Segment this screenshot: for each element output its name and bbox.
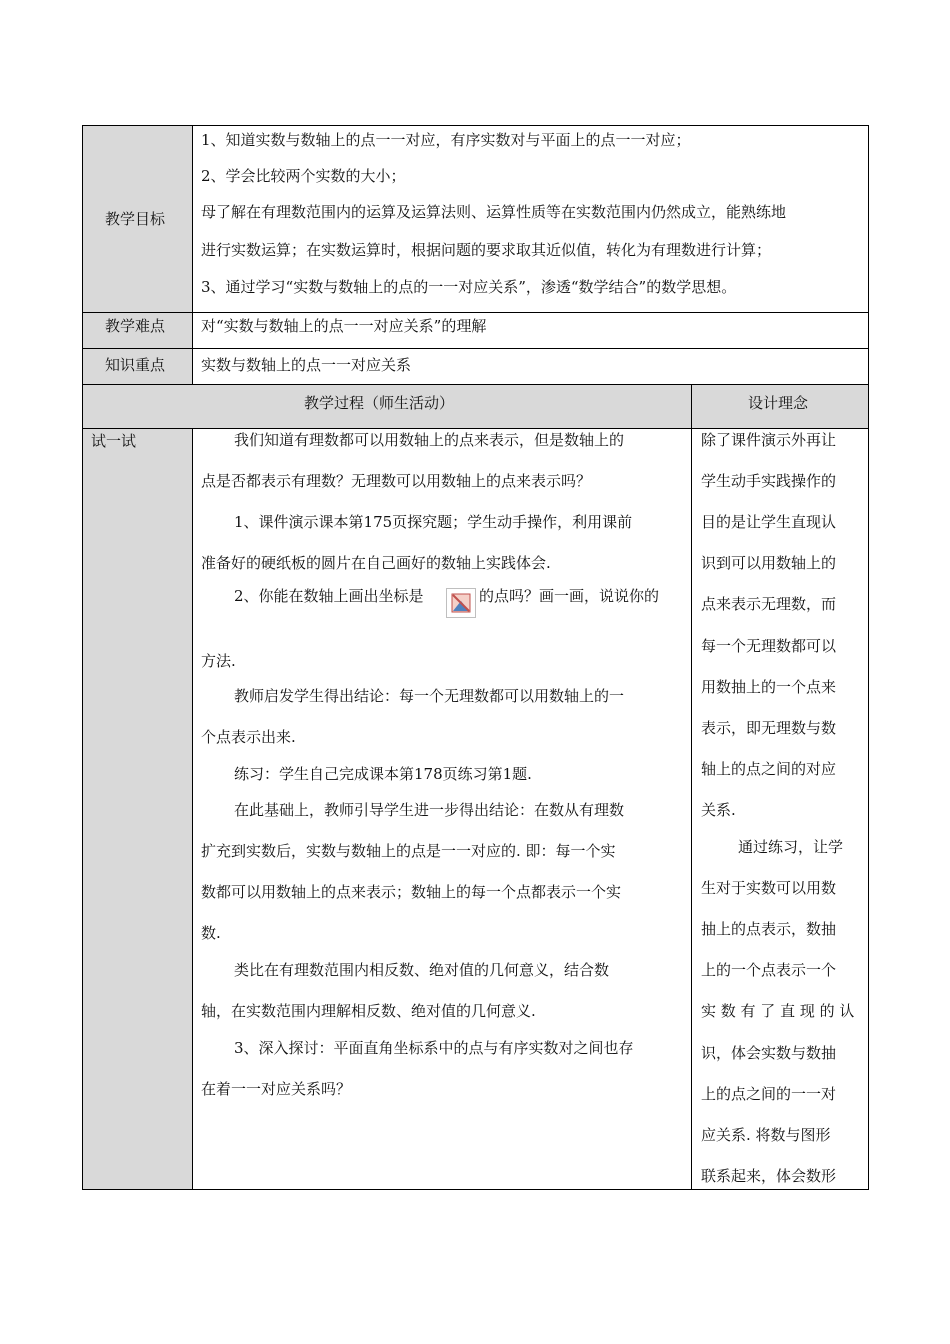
objective-line: 2、学会比较两个实数的大小； — [201, 167, 406, 185]
process-line: 准备好的硬纸板的圆片在自己画好的数轴上实践体会. — [201, 554, 551, 572]
objective-line: 进行实数运算；在实数运算时，根据问题的要求取其近似值，转化为有理数进行计算； — [201, 241, 772, 259]
process-line: 练习：学生自己完成课本第178页练习第1题. — [234, 765, 532, 783]
design-line: 生对于实数可以用数 — [701, 879, 837, 897]
design-line: 上的点之间的一一对 — [701, 1085, 837, 1103]
difficulty-text: 对“实数与数轴上的点一一对应关系”的理解 — [201, 317, 487, 335]
design-line: 实 数 有 了 直 现 的 认 — [701, 1002, 855, 1020]
design-line: 应关系. 将数与图形 — [701, 1126, 831, 1144]
objectives-label: 教学目标 — [105, 210, 166, 228]
process-line: 轴，在实数范围内理解相反数、绝对值的几何意义. — [201, 1002, 536, 1020]
design-line: 用数抽上的一个点来 — [701, 678, 837, 696]
key-points-label: 知识重点 — [105, 356, 166, 374]
design-line: 识，体会实数与数抽 — [701, 1044, 837, 1062]
objective-line: 母了解在有理数范围内的运算及运算法则、运算性质等在实数范围内仍然成立，能熟练地 — [201, 203, 787, 221]
process-line: 的点吗？画一画，说说你的 — [479, 587, 660, 605]
design-line: 轴上的点之间的对应 — [701, 760, 837, 778]
process-line: 在着一一对应关系吗？ — [201, 1080, 352, 1098]
process-line: 2、你能在数轴上画出坐标是 — [234, 587, 424, 605]
process-line: 我们知道有理数都可以用数轴上的点来表示，但是数轴上的 — [234, 431, 625, 449]
process-line: 教师启发学生得出结论：每一个无理数都可以用数轴上的一 — [234, 687, 625, 705]
process-line: 类比在有理数范围内相反数、绝对值的几何意义，结合数 — [234, 961, 610, 979]
process-header: 教学过程（师生活动） — [304, 394, 455, 412]
key-points-text: 实数与数轴上的点一一对应关系 — [201, 356, 412, 374]
design-line: 上的一个点表示一个 — [701, 961, 837, 979]
process-line: 3、深入探讨：平面直角坐标系中的点与有序实数对之间也存 — [234, 1039, 634, 1057]
section-label: 试一试 — [91, 432, 137, 450]
design-line: 通过练习，让学 — [738, 838, 844, 856]
process-line: 方法. — [201, 652, 236, 670]
process-line: 个点表示出来. — [201, 728, 296, 746]
design-line: 目的是让学生直现认 — [701, 513, 837, 531]
process-line: 数. — [201, 924, 221, 942]
design-line: 每一个无理数都可以 — [701, 637, 837, 655]
design-line: 抽上的点表示，数抽 — [701, 920, 837, 938]
design-header: 设计理念 — [748, 394, 809, 412]
process-line: 扩充到实数后，实数与数轴上的点是一一对应的. 即：每一个实 — [201, 842, 616, 860]
design-line: 除了课件演示外再让 — [701, 431, 837, 449]
design-line: 联系起来，体会数形 — [701, 1167, 837, 1185]
design-line: 点来表示无理数，而 — [701, 595, 837, 613]
difficulty-label: 教学难点 — [105, 317, 166, 335]
process-line: 点是否都表示有理数？无理数可以用数轴上的点来表示吗？ — [201, 472, 592, 490]
objective-line: 1、知道实数与数轴上的点一一对应，有序实数对与平面上的点一一对应； — [201, 131, 691, 149]
process-line: 在此基础上，教师引导学生进一步得出结论：在数从有理数 — [234, 801, 625, 819]
objective-line: 3、通过学习“实数与数轴上的点的一一对应关系”，渗透“数学结合”的数学思想。 — [201, 278, 737, 296]
process-line: 数都可以用数轴上的点来表示；数轴上的每一个点都表示一个实 — [201, 883, 622, 901]
design-line: 学生动手实践操作的 — [701, 472, 837, 490]
design-line: 识到可以用数轴上的 — [701, 554, 837, 572]
section-label-cell — [82, 428, 192, 1190]
image-icon — [446, 588, 476, 618]
design-line: 关系. — [701, 801, 736, 819]
design-line: 表示，即无理数与数 — [701, 719, 837, 737]
process-line: 1、课件演示课本第175页探究题；学生动手操作，利用课前 — [234, 513, 633, 531]
